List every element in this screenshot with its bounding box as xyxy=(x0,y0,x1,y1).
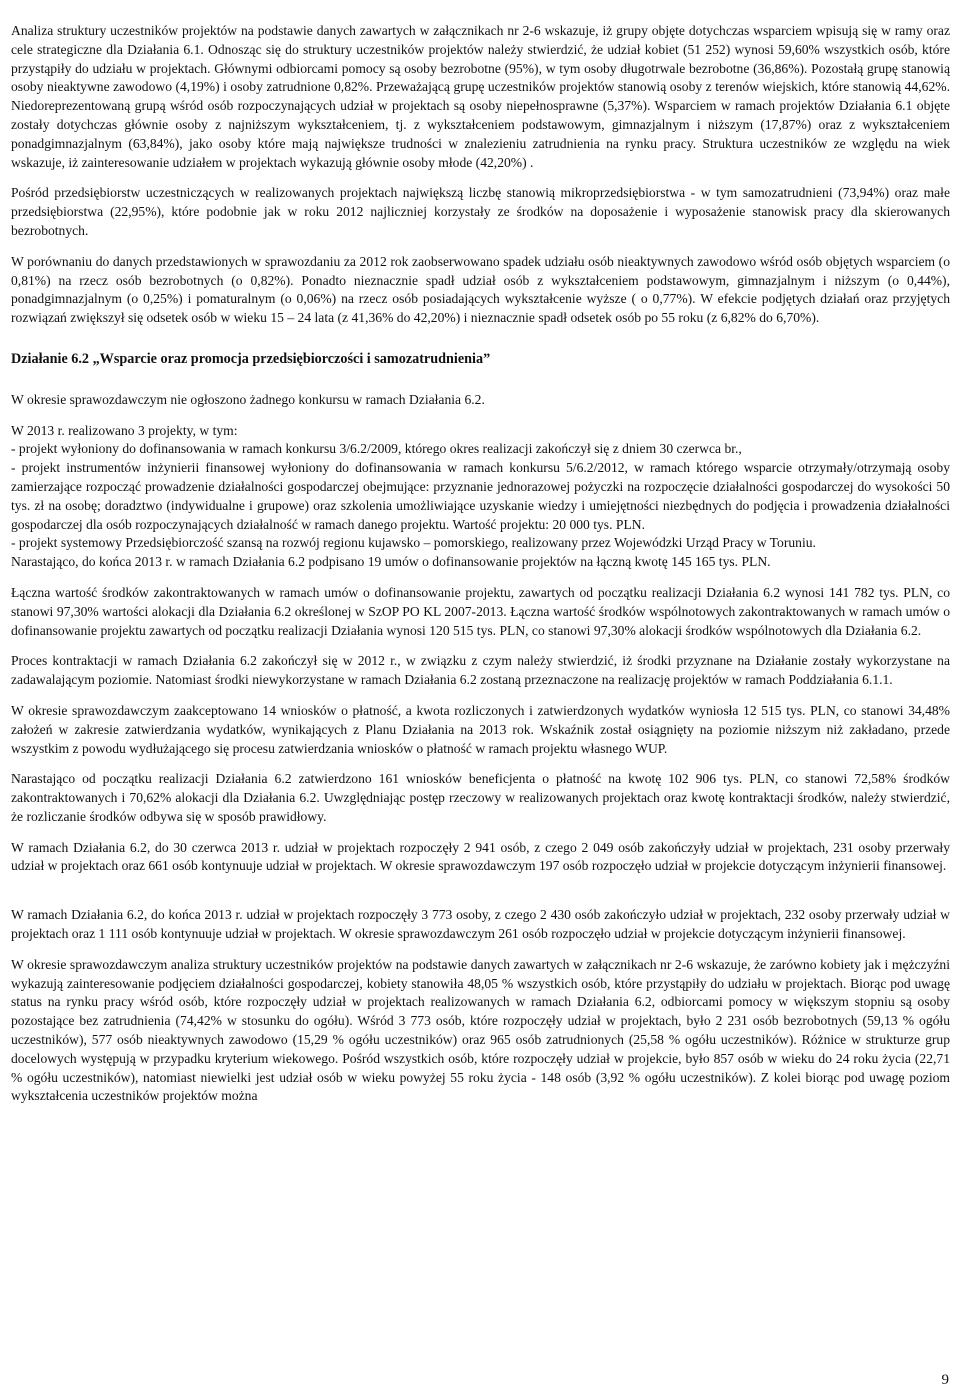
paragraph-contracted-value: Łączna wartość środków zakontraktowanych w ramach umów o dofinansowanie projektu, zawartych od początku realizacji Działania 6.2 wynosi 141 782 tys. PLN, co stanowi 97,30% wartości alokacji dla Działania 6.2 określonej w SzOP PO KL 2007-2013. Łączna wartość środków wspólnotowych zakontraktowanych w ramach umów o dofinansowanie projektu zawartych od początku realizacji Działania wynosi 120 515 tys. PLN, co stanowi 97,30% alokacji środków wspólnotowych dla Działania 6.2. xyxy=(11,584,950,638)
paragraph-enterprises: Pośród przedsiębiorstw uczestniczących w realizowanych projektach największą liczbę stanowią mikroprzedsiębiorstwa - w tym samozatrudnieni (73,94%) oraz małe przedsiębiorstwa (22,95%), które podobnie jak w roku 2012 najliczniej korzystały ze środków na doposażenie i wyposażenie stanowisk pracy dla skierowanych bezrobotnych. xyxy=(11,185,950,238)
paragraph-payment-claims: W okresie sprawozdawczym zaakceptowano 14 wniosków o płatność, a kwota rozliczonych i zatwierdzonych wydatków wyniosła 12 515 tys. PLN, co stanowi 34,48% założeń w zakresie zatwierdzania wydatków, wynikających z Planu Działania na 2013 rok. Wskaźnik został osiągnięty na poziomie niższym niż zakładano, przede wszystkim z powodu wydłużającego się procesu zatwierdzania wniosków o płatność w ramach projektu własnego WUP. xyxy=(11,702,950,756)
paragraph-participants-6-1: Analiza struktury uczestników projektów na podstawie danych zawartych w załącznikach nr 2-6 wskazuje, iż grupy objęte dotychczas wsparciem wpisują się w ramy oraz cele strategiczne dla Działania 6.1. Odnosząc się do struktury uczestników projektów należy stwierdzić, że udział kobiet (51 252) wynosi 59,60% wszystkich osób, które przystąpiły do udziału w projektach. Głównymi odbiorcami pomocy są osoby bezrobotne (95%), w tym osoby długotrwale bezrobotne (36,86%). Pozostałą grupę stanowią osoby nieaktywne zawodowo (4,19%) i osoby zatrudnione 0,82%. Przeważającą grupę uczestników projektów stanowią osoby z terenów wiejskich, które stanowią 44,62%. Niedoreprezentowaną grupą wśród osób rozpoczynających udział w projektach są osoby niepełnosprawne (5,37%). Wsparciem w ramach projektów Działania 6.1 objęte zostały dotychczas głównie osoby z najniższym wykształceniem, tj. z wykształceniem podstawowym, gimnazjalnym i niższym (17,87%) oraz z wykształceniem ponadgimnazjalnym (63,84%), jako osoby które mają największe trudności w znalezieniu zatrudnienia na rynku pracy. Struktura uczestników ze względu na wiek wskazuje, iż zainteresowanie udziałem w projektach wykazują głównie osoby młode (42,20%) . xyxy=(11,23,950,170)
list-intro: W 2013 r. realizowano 3 projekty, w tym: xyxy=(11,422,238,438)
projects-list xyxy=(11,422,950,572)
list-item: - projekt systemowy Przedsiębiorczość szansą na rozwój regionu kujawsko – pomorskiego, realizowany przez Wojewódzki Urząd Pracy w Toruniu. xyxy=(11,535,816,551)
list-item: - projekt instrumentów inżynierii finansowej wyłoniony do dofinansowania w ramach konkursu 5/6.2/2012, w ramach którego wsparcie otrzymały/otrzymają osoby zamierzające rozpocząć prowadzenie działalności gospodarczej obejmujące: przyznanie jednorazowej pożyczki na rozpoczęcie działalności gospodarczej do wysokości 50 tys. zł na osobę; doradztwo (indywidualne i grupowe) oraz szkolenia umożliwiające uzyskanie wiedzy i umiejętności niezbędnych do podjęcia i prowadzenia działalności gospodarczej dla osób rozpoczynających działalność w ramach danego projektu. Wartość projektu: 20 000 tys. PLN. xyxy=(11,460,950,532)
paragraph-contracting-process: Proces kontraktacji w ramach Działania 6.2 zakończył się w 2012 r., w związku z czym należy stwierdzić, iż środki przyznane na Działanie zostały wykorzystane na zadawalającym poziomie. Natomiast środki niewykorzystane w ramach Działania 6.2 zostaną przeznaczone na realizację projektów w ramach Poddziałania 6.1.1. xyxy=(11,653,950,688)
paragraph-participant-structure: W okresie sprawozdawczym analiza struktury uczestników projektów na podstawie danych zawartych w załącznikach nr 2-6 wskazuje, że zarówno kobiety jak i mężczyźni wykazują zainteresowanie podjęciem działalności gospodarczej, kobiety stanowiła 48,05 % wszystkich osób, które przystąpiły do udziału w projektach. Biorąc pod uwagę status na rynku pracy wśród osób, które rozpoczęły udział w projektach realizowanych w ramach Działania 6.2, odbiorcami pomocy w większym stopniu są osoby pozostające bez zatrudnienia (74,42% w stosunku do ogółu). Wśród 3 773 osób, które rozpoczęły udział w projektach, było 2 231 osób bezrobotnych (59,13 % ogółu uczestników), 577 osób nieaktywnych zawodowo (15,29 % ogółu uczestników) oraz 965 osób zatrudnionych (25,58 % ogółu uczestników). Różnice w strukturze grup docelowych występują w przypadku kryterium wiekowego. Pośród wszystkich osób, które rozpoczęły udział w projekcie, było 857 osób w wieku do 24 roku życia (22,71 % ogółu uczestników), natomiast niewielki jest udział osób w wieku powyżej 55 roku życia - 148 osób (3,92 % ogółu uczestników). Z kolei biorąc pod uwagę poziom wykształcenia uczestników projektów można xyxy=(11,956,950,1104)
paragraph-participants-june: W ramach Działania 6.2, do 30 czerwca 2013 r. udział w projektach rozpoczęły 2 941 osób, z czego 2 049 osób zakończyły udział w projektach, 231 osoby przerwały udział w projektach oraz 661 osób kontynuuje udział w projektach. W okresie sprawozdawczym 197 osób rozpoczęło udział w projekcie dotyczącym inżynierii finansowej. xyxy=(11,839,950,874)
paragraph-comparison-2012: W porównaniu do danych przedstawionych w sprawozdaniu za 2012 rok zaobserwowano spadek udziału osób nieaktywnych zawodowo wśród osób objętych wsparciem (o 0,81%) na rzecz osób bezrobotnych (o 0,82%). Ponadto nieznacznie spadł udział osób z wykształceniem podstawowym, gimnazjalnym i niższym (o 0,44%), ponadgimnazjalnym (o 0,25%) i pomaturalnym (o 0,06%) na rzecz osób posiadających wykształcenie wyższe ( o 0,77%). W efekcie podjętych działań oraz przyjętych rozwiązań zwiększył się odsetek osób w wieku 15 – 24 lata (z 41,36% do 42,20%) i nieznacznie spadł odsetek osób po 55 roku (z 6,82% do 6,70%). xyxy=(11,253,950,326)
list-summary: Narastająco, do końca 2013 r. w ramach Działania 6.2 podpisano 19 umów o dofinansowanie projektów na łączną kwotę 145 165 tys. PLN. xyxy=(11,554,771,570)
section-heading-6-2: Działanie 6.2 „Wsparcie oraz promocja przedsiębiorczości i samozatrudnienia” xyxy=(11,350,491,367)
document-page xyxy=(11,22,950,1118)
paragraph-participants-year-end: W ramach Działania 6.2, do końca 2013 r. udział w projektach rozpoczęły 3 773 osoby, z czego 2 430 osób zakończyło udział w projektach, 232 osoby przerwały udział w projektach oraz 1 111 osób kontynuuje udział w projektach. W okresie sprawozdawczym 261 osób rozpoczęło udział w projekcie dotyczącym inżynierii finansowej. xyxy=(11,907,950,942)
paragraph-no-competition: W okresie sprawozdawczym nie ogłoszono żadnego konkursu w ramach Działania 6.2. xyxy=(11,391,485,407)
paragraph-cumulative-claims: Narastająco od początku realizacji Działania 6.2 zatwierdzono 161 wniosków beneficjenta o płatność na kwotę 102 906 tys. PLN, co stanowi 72,58% środków zakontraktowanych i 70,62% alokacji dla Działania 6.2. Uwzględniając postęp rzeczowy w realizowanych projektach oraz kwotę kontraktacji środków, należy stwierdzić, że rozliczanie środków odbywa się w sposób prawidłowy. xyxy=(11,771,950,824)
page-number: 9 xyxy=(941,1372,949,1388)
list-item: - projekt wyłoniony do dofinansowania w ramach konkursu 3/6.2/2009, którego okres realizacji zakończył się z dniem 30 czerwca br., xyxy=(11,441,742,457)
